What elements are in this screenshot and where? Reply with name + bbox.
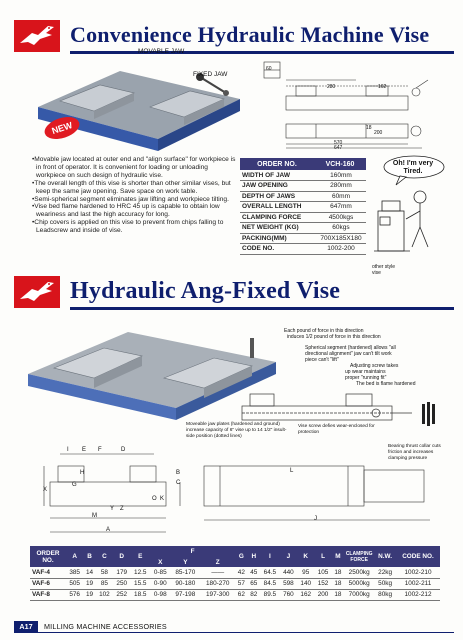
dim-18: 18 <box>366 125 372 131</box>
spec-value: 160mm <box>314 170 366 181</box>
dim-letter-y: Y <box>110 506 115 512</box>
table-cell: 42 <box>235 567 247 578</box>
callout-bearing-2: friction and increases <box>388 450 434 455</box>
table-cell: 22kg <box>374 567 396 578</box>
table-cell: 105 <box>314 567 331 578</box>
table-cell: 102 <box>96 589 113 600</box>
th-k: K <box>297 546 314 567</box>
fixed-jaw-label: FIXED JAW <box>193 71 228 78</box>
table-row <box>240 181 366 192</box>
vise-photo-1 <box>30 55 250 155</box>
table-cell: 152 <box>314 578 331 589</box>
th-a: A <box>66 546 83 567</box>
spec-key: OVERALL LENGTH <box>240 202 314 213</box>
table-cell: VAF-4 <box>30 567 66 578</box>
table-cell: 140 <box>297 578 314 589</box>
table-cell: 82 <box>248 589 260 600</box>
table-cell: 385 <box>66 567 83 578</box>
table-cell: 58 <box>96 567 113 578</box>
table-cell: 85-170 <box>170 567 200 578</box>
callout-screw-2: protection <box>298 430 320 435</box>
table-cell: 14 <box>83 567 95 578</box>
th-c: C <box>96 546 113 567</box>
bullet-3: •Semi-spherical segment eliminates jaw lifting and workpiece tilting. <box>32 195 229 203</box>
spec-value: 700X185X180 <box>314 233 366 244</box>
dim-162: 162 <box>378 84 387 90</box>
table-cell: 5000kg <box>344 578 374 589</box>
th-d: D <box>113 546 130 567</box>
bullet-1: •Movable jaw located at outer end and "align surface" for workpiece is in front of operator. It is convenient for loading or unloading workpiece on such design of hydraulic vise. <box>32 156 236 179</box>
table-cell: 0-98 <box>150 589 170 600</box>
table-cell: 50kg <box>374 578 396 589</box>
spec-key: WIDTH OF JAW <box>240 170 314 181</box>
callout-adjust-1: Adjusting screw takes <box>350 363 399 369</box>
dim-647: 647 <box>334 145 343 151</box>
table-cell: 598 <box>280 578 297 589</box>
table-row <box>30 589 440 600</box>
table-cell: 18 <box>332 567 344 578</box>
table-cell: 85 <box>96 578 113 589</box>
spec-value: 4500kgs <box>314 212 366 223</box>
callout-jaw-plates-2: increase capacity of 6" vise up to 14 1/2" insult- <box>186 428 287 433</box>
callout-adjust-2: up wear maintains <box>345 369 386 375</box>
dim-letter-c: C <box>176 480 181 486</box>
table-cell: 250 <box>113 578 130 589</box>
table-cell: 200 <box>314 589 331 600</box>
table-cell: 45 <box>248 567 260 578</box>
th-clamping-force: CLAMPING FORCE <box>344 546 374 567</box>
table-row <box>240 212 366 223</box>
dim-60: 60 <box>266 66 272 72</box>
table-row <box>240 233 366 244</box>
vaf-spec-table <box>30 546 440 601</box>
table-cell: 97-198 <box>170 589 200 600</box>
vch-spec-table <box>240 158 366 255</box>
table-cell: 19 <box>83 578 95 589</box>
callout-adjust-3: proper "running fit" <box>345 375 387 381</box>
th-order-no: ORDER NO. <box>30 546 66 567</box>
table-cell: 179 <box>113 567 130 578</box>
th-f: F <box>150 546 235 557</box>
table-cell: 18 <box>332 578 344 589</box>
th-l: L <box>314 546 331 567</box>
table-cell: 57 <box>235 578 247 589</box>
spec-header-model: VCH-160 <box>314 158 366 170</box>
spec-value: 647mm <box>314 202 366 213</box>
table-cell: 65 <box>248 578 260 589</box>
dim-letter-a: A <box>106 527 111 533</box>
table-cell: 95 <box>297 567 314 578</box>
table-row <box>240 202 366 213</box>
cartoon-speech: Oh! I'm very Tired. <box>392 160 434 175</box>
dim-letter-j: J <box>314 516 317 522</box>
table-row <box>240 170 366 181</box>
th-nw: N.W. <box>374 546 396 567</box>
dim-letter-h: H <box>80 470 85 476</box>
spec-key: CODE NO. <box>240 244 314 255</box>
dim-letter-b: B <box>176 470 181 476</box>
callout-bed: The bed is flame hardened <box>356 381 416 387</box>
table-row <box>30 567 440 578</box>
spec-value: 1002-200 <box>314 244 366 255</box>
new-badge: NEW <box>42 113 82 143</box>
dim-letter-x: X <box>43 487 48 493</box>
eagle-logo <box>14 276 60 308</box>
table-cell: 0-85 <box>150 567 170 578</box>
callout-force-2: induces 1/2 pound of force in this direction <box>287 334 381 340</box>
table-row <box>30 578 440 589</box>
table-row <box>240 244 366 255</box>
dim-letter-k: K <box>160 496 165 502</box>
th-m: M <box>332 546 344 567</box>
spec-key: PACKING(MM) <box>240 233 314 244</box>
callout-force-1: Each pound of force in this direction <box>284 328 364 334</box>
callout-segment-1: Spherical segment (hardened) allows "all <box>305 345 396 351</box>
dim-570: 570 <box>334 140 343 146</box>
callout-jaw-plates-3: side position (dotted lines) <box>186 434 242 439</box>
table-cell: 18 <box>332 589 344 600</box>
table-cell: 760 <box>280 589 297 600</box>
table-cell: 0-90 <box>150 578 170 589</box>
table-cell: 18.5 <box>130 589 150 600</box>
callout-bearing-3: clamping pressure <box>388 456 428 461</box>
bullet-5: •Chip covers is applied on this vise to prevent from chips falling to Leadscrew and inside of vise. <box>32 219 224 235</box>
table-cell: 90-180 <box>170 578 200 589</box>
table-cell: 89.5 <box>260 589 280 600</box>
dim-280: 280 <box>327 84 336 90</box>
dim-letter-l: L <box>290 468 294 474</box>
dim-letter-g: G <box>72 482 77 488</box>
spec-key: JAW OPENING <box>240 181 314 192</box>
table-cell: 440 <box>280 567 297 578</box>
table-cell: 2500kg <box>344 567 374 578</box>
table-cell: VAF-8 <box>30 589 66 600</box>
table-cell: 1002-211 <box>396 578 440 589</box>
table-cell: 15.5 <box>130 578 150 589</box>
dim-letter-d: D <box>121 447 126 453</box>
callout-segment-2: directional alignment" jaw can't tilt work <box>305 351 392 357</box>
spec-value: 60mm <box>314 191 366 202</box>
callout-segment-3: piece can't "lift" <box>305 357 339 363</box>
th-f-z: Z <box>200 557 235 567</box>
dim-200: 200 <box>374 130 383 136</box>
table-cell: 162 <box>297 589 314 600</box>
callout-bearing-1: Bearing thrust collar cuts <box>388 444 441 449</box>
dim-letter-m: M <box>92 513 97 519</box>
dimension-drawing-side <box>200 460 440 528</box>
table-cell: 64.5 <box>260 567 280 578</box>
footer-rule <box>38 632 454 633</box>
section1-rule <box>70 51 454 54</box>
table-row <box>240 223 366 234</box>
callout-jaw-plates-1: Moveable jaw plates (hardened and ground) <box>186 422 280 427</box>
table-cell: 180-270 <box>200 578 235 589</box>
footer-text: MILLING MACHINE ACCESSORIES <box>44 622 167 631</box>
th-b: B <box>83 546 95 567</box>
bullet-2: •The overall length of this vise is shorter than other similar vises, but keep the same jaw opening. Save space on work table. <box>32 179 231 195</box>
th-f-y: Y <box>170 557 200 567</box>
eagle-logo <box>14 20 60 52</box>
vise-technical-drawing <box>256 56 444 152</box>
table-cell: VAF-6 <box>30 578 66 589</box>
feature-bullets <box>32 156 238 235</box>
spec-value: 60kgs <box>314 223 366 234</box>
dim-letter-i: I <box>67 447 69 453</box>
dim-letter-z: Z <box>120 506 124 512</box>
dim-letter-o: O <box>152 496 157 502</box>
table-cell: 576 <box>66 589 83 600</box>
table-cell: 12.5 <box>130 567 150 578</box>
spec-value: 280mm <box>314 181 366 192</box>
table-cell: 19 <box>83 589 95 600</box>
spec-key: CLAMPING FORCE <box>240 212 314 223</box>
th-g: G <box>235 546 247 567</box>
table-cell: 505 <box>66 578 83 589</box>
dim-letter-f: F <box>98 447 102 453</box>
section2-rule <box>70 307 454 310</box>
th-i: I <box>260 546 280 567</box>
page-number: A17 <box>14 621 38 633</box>
dim-letter-e: E <box>82 447 87 453</box>
th-code-no: CODE NO. <box>396 546 440 567</box>
table-cell: 80kg <box>374 589 396 600</box>
spec-key: DEPTH OF JAWS <box>240 191 314 202</box>
callout-screw-1: Vise screw defies wear-enclosed for <box>298 424 375 429</box>
table-cell: 1002-212 <box>396 589 440 600</box>
th-h: H <box>248 546 260 567</box>
section2-title: Hydraulic Ang-Fixed Vise <box>70 278 341 304</box>
section1-header <box>14 20 454 54</box>
table-cell: —— <box>200 567 235 578</box>
table-cell: 62 <box>235 589 247 600</box>
bullet-4: •Vise bed flame hardened to HRC 45 up is capable to obtain low weariness and last the high accuracy for long. <box>32 203 220 219</box>
table-row <box>240 191 366 202</box>
th-f-x: X <box>150 557 170 567</box>
cartoon-caption: other style vise <box>372 264 396 276</box>
table-cell: 7000kg <box>344 589 374 600</box>
page-footer <box>14 621 454 633</box>
th-e: E <box>130 546 150 567</box>
section1-title: Convenience Hydraulic Machine Vise <box>70 22 430 47</box>
table-cell: 84.5 <box>260 578 280 589</box>
spec-key: NET WEIGHT (KG) <box>240 223 314 234</box>
table-cell: 1002-210 <box>396 567 440 578</box>
table-cell: 197-300 <box>200 589 235 600</box>
spec-header-order: ORDER NO. <box>240 158 314 170</box>
section2-header <box>14 276 454 310</box>
movable-jaw-label: MOVABLE JAW <box>138 48 185 55</box>
table-cell: 252 <box>113 589 130 600</box>
th-j: J <box>280 546 297 567</box>
